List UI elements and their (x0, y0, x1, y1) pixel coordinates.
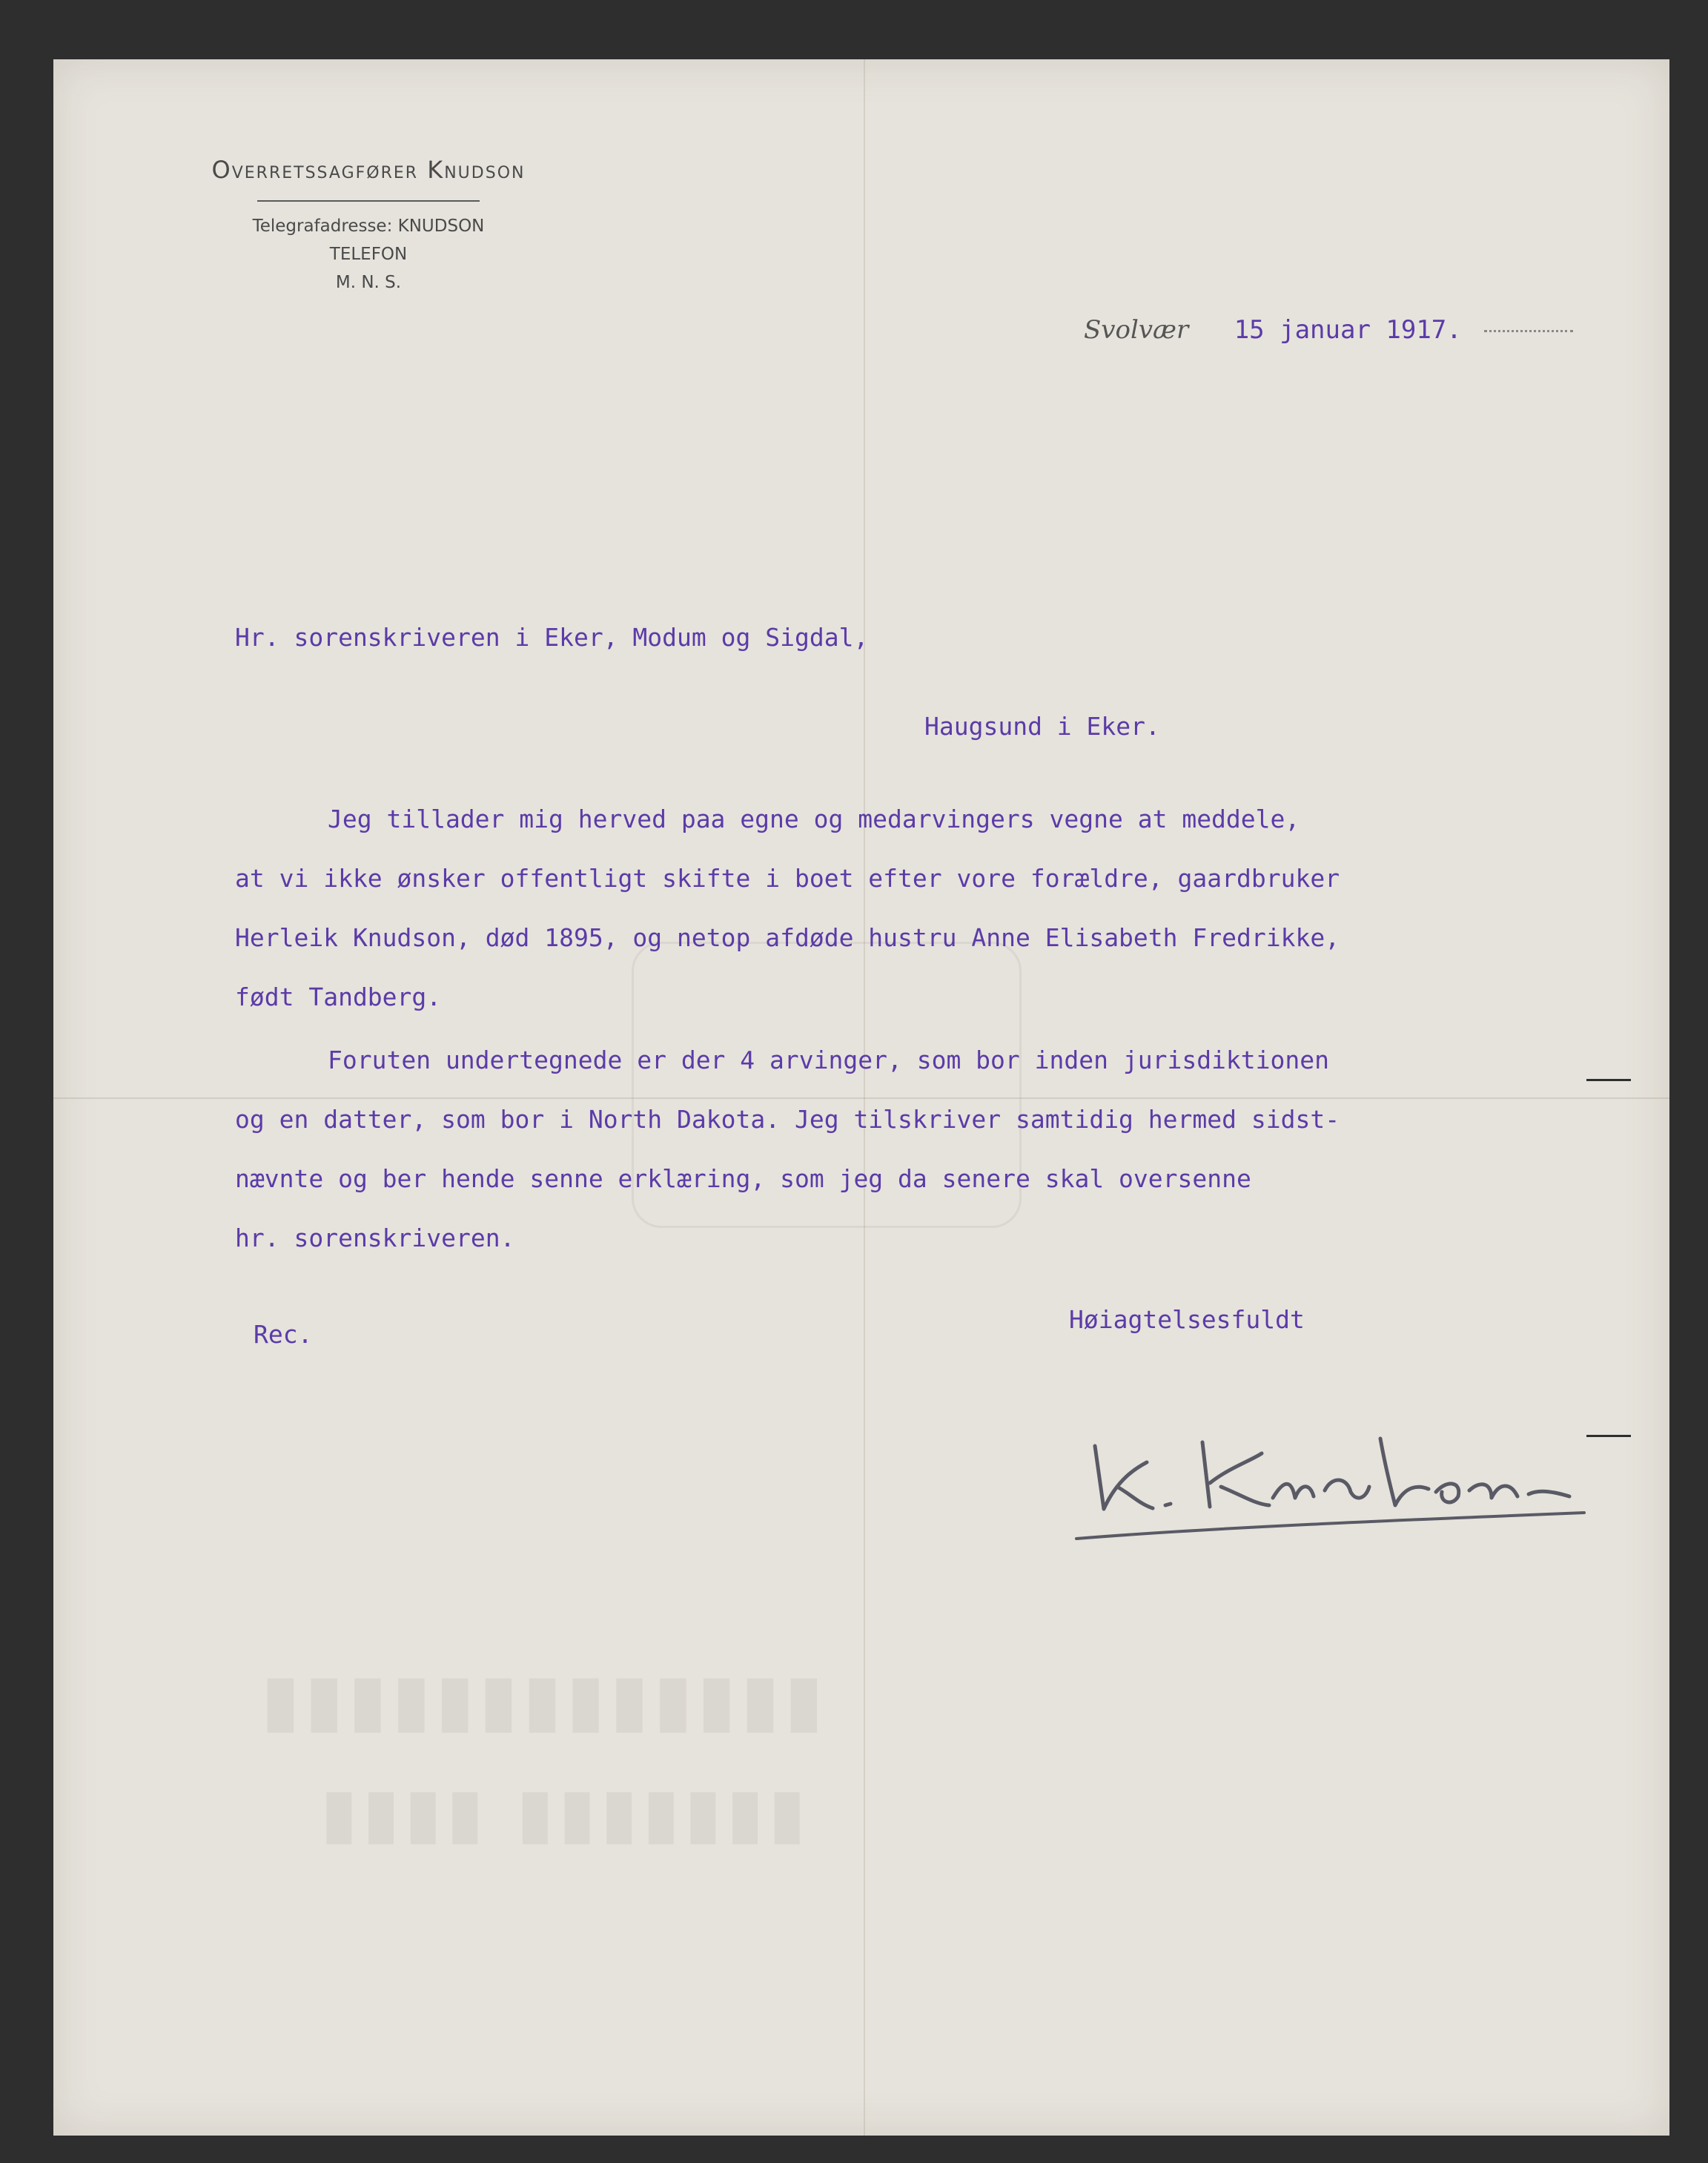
rec-note: Rec. (254, 1320, 313, 1349)
addressee-line-1: Hr. sorenskriveren i Eker, Modum og Sigdal, (235, 623, 869, 652)
bleed-through-text: ▮▮▮▮ ▮▮▮▮▮▮▮ (320, 1772, 810, 1852)
body-line: Jeg tillader mig herved paa egne og medarvingers vegne at meddele, (328, 805, 1300, 833)
dateline-place: Svolvær (1084, 315, 1189, 345)
addressee-line-2: Haugsund i Eker. (924, 712, 1160, 741)
letterhead-rule (257, 200, 480, 202)
dateline-dotted-rule (1484, 330, 1573, 332)
dateline (1084, 315, 1595, 345)
dateline-date: 15 januar 1917. (1234, 315, 1462, 345)
body-line: og en datter, som bor i North Dakota. Jeg tilskriver samtidig hermed sidst- (235, 1105, 1340, 1134)
letterhead-phone: TELEFON (329, 245, 408, 264)
letterhead (168, 156, 569, 297)
body-line: at vi ikke ønsker offentligt skifte i boet efter vore forældre, gaardbruker (235, 864, 1340, 893)
bleed-through-text: ▮▮▮▮▮▮▮▮▮▮▮▮▮ (261, 1657, 828, 1741)
body-line: nævnte og ber hende senne erklæring, som jeg da senere skal oversenne (235, 1164, 1251, 1193)
letter-page (53, 59, 1669, 2136)
body-line: Foruten undertegnede er der 4 arvinger, som bor inden jurisdiktionen (328, 1046, 1330, 1074)
letterhead-code: M. N. S. (335, 273, 402, 292)
letterhead-telegraph: Telegrafadresse: KNUDSON (252, 217, 485, 236)
body-line: hr. sorenskriveren. (235, 1224, 515, 1252)
letterhead-name: Overretssagfører Knudson (211, 156, 526, 184)
body-line: født Tandberg. (235, 983, 442, 1011)
handwritten-signature (1065, 1409, 1599, 1550)
edge-tear (1586, 1079, 1631, 1081)
edge-tear (1586, 1435, 1631, 1437)
closing: Høiagtelsesfuldt (1069, 1305, 1305, 1334)
body-line: Herleik Knudson, død 1895, og netop afdøde hustru Anne Elisabeth Fredrikke, (235, 923, 1340, 952)
